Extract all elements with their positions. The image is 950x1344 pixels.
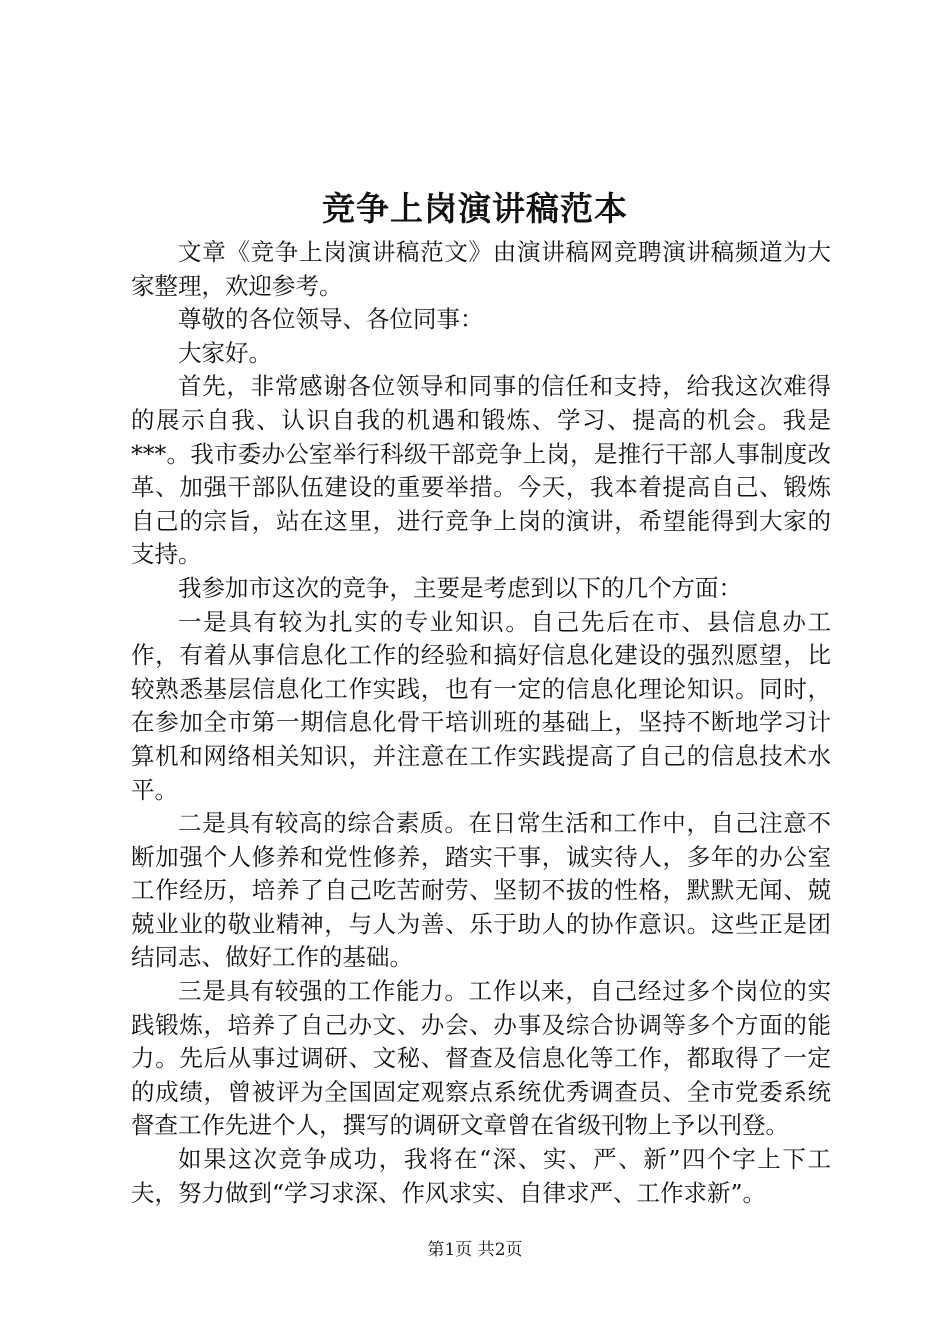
paragraph-salutation: 尊敬的各位领导、各位同事： [178,305,484,334]
page-footer: 第1页 共2页 [427,1240,523,1260]
paragraph-reasons-lead: 我参加市这次的竞争，主要是考虑到以下的几个方面： [178,573,742,602]
paragraph-reason-three: 三是具有较强的工作能力。工作以来，自己经过多个岗位的实践锻炼，培养了自己办文、办会、办事及综合协调等多个方面的能力。先后从事过调研、文秘、督查及信息化等工作，都取得了一定的成绩，曾被评为全国固定观察点系统优秀调查员、全市党委系统督查工作先进个人，撰写的调研文章曾在省级刊物上予以刊登。 [131,977,831,1140]
paragraph-intro: 文章《竞争上岗演讲稿范文》由演讲稿网竞聘演讲稿频道为大家整理，欢迎参考。 [131,238,831,300]
paragraph-greeting: 大家好。 [178,338,272,367]
paragraph-reason-two: 二是具有较高的综合素质。在日常生活和工作中，自己注意不断加强个人修养和党性修养，踏实干事，诚实待人，多年的办公室工作经历，培养了自己吃苦耐劳、坚韧不拔的性格，默默无闻、兢兢业业的敬业精神，与人为善、乐于助人的协作意识。这些正是团结同志、做好工作的基础。 [131,809,831,972]
page-title: 竞争上岗演讲稿范本 [322,189,628,228]
paragraph-commitment: 如果这次竞争成功，我将在“深、实、严、新”四个字上下工夫，努力做到“学习求深、作风求实、自律求严、工作求新”。 [131,1145,831,1207]
paragraph-reason-one: 一是具有较为扎实的专业知识。自己先后在市、县信息办工作，有着从事信息化工作的经验和搞好信息化建设的强烈愿望，比较熟悉基层信息化工作实践，也有一定的信息化理论知识。同时，在参加全市第一期信息化骨干培训班的基础上，坚持不断地学习计算机和网络相关知识，并注意在工作实践提高了自己的信息技术水平。 [131,607,831,804]
document-body [131,236,831,1210]
paragraph-opening: 首先，非常感谢各位领导和同事的信任和支持，给我这次难得的展示自我、认识自我的机遇和锻炼、学习、提高的机会。我是***。我市委办公室举行科级干部竞争上岗，是推行干部人事制度改革、加强干部队伍建设的重要举措。今天，我本着提高自己、锻炼自己的宗旨，站在这里，进行竞争上岗的演讲，希望能得到大家的支持。 [131,372,831,569]
